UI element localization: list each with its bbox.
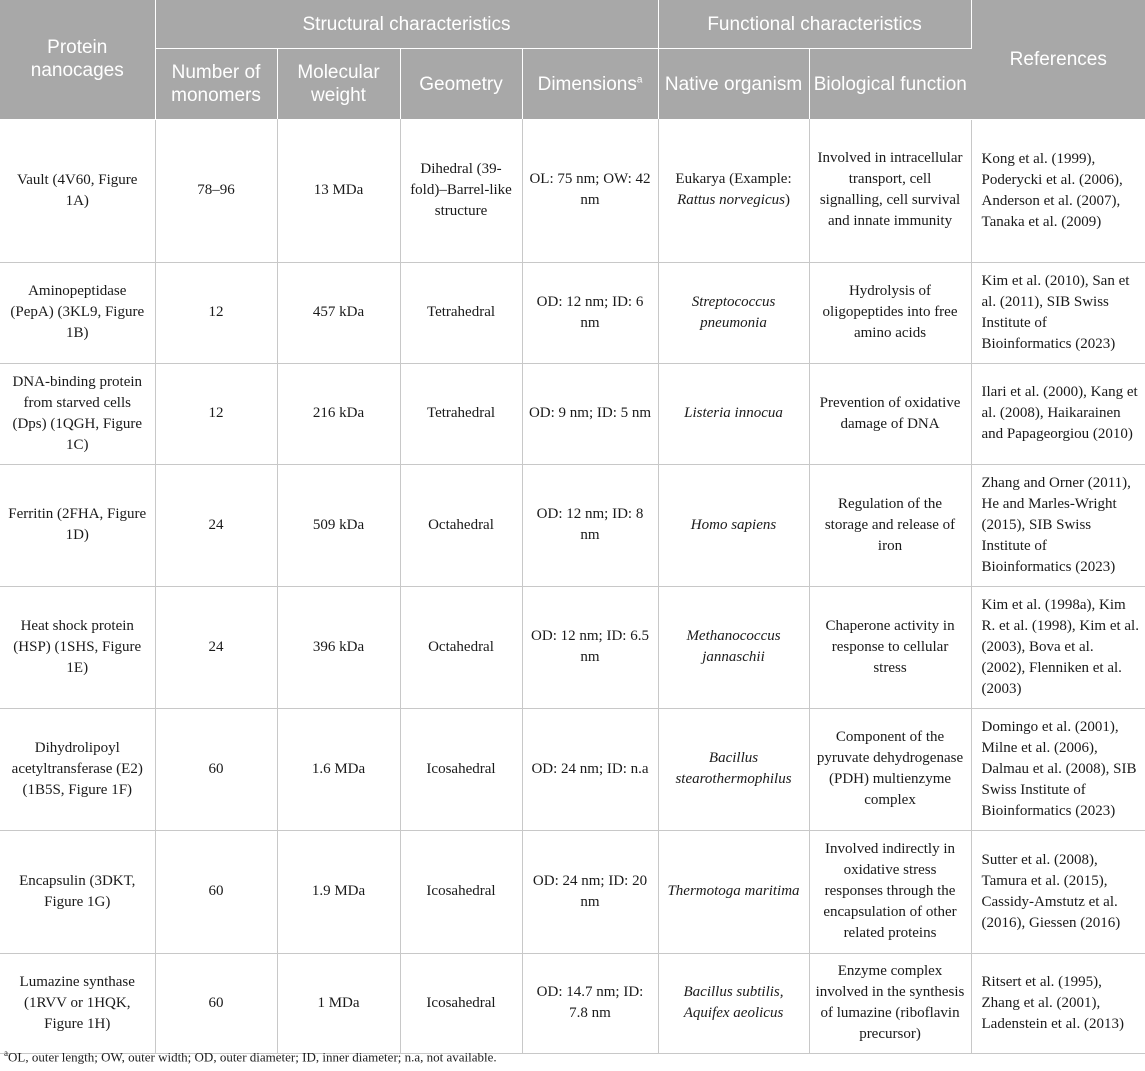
cell-nanocage: Encapsulin (3DKT, Figure 1G) — [0, 830, 155, 953]
table-row — [0, 953, 1145, 1053]
cell-references: Kim et al. (2010), San et al. (2011), SIB Swiss Institute of Bioinformatics (2023) — [971, 262, 1145, 363]
cell-dimensions: OD: 24 nm; ID: 20 nm — [522, 830, 658, 953]
organism-prefix: Eukarya (Example: — [675, 171, 792, 188]
organism-suffix: ) — [784, 192, 790, 209]
cell-dimensions: OD: 12 nm; ID: 8 nm — [522, 464, 658, 586]
cell-monomers: 78–96 — [155, 119, 277, 262]
cell-dimensions: OD: 24 nm; ID: n.a — [522, 708, 658, 830]
cell-monomers: 60 — [155, 953, 277, 1053]
cell-nanocage: Vault (4V60, Figure 1A) — [0, 119, 155, 262]
cell-dimensions: OD: 12 nm; ID: 6.5 nm — [522, 586, 658, 708]
cell-biological-function: Chaperone activity in response to cellular stress — [809, 586, 971, 708]
header-dimensions-footnote-marker: a — [636, 74, 643, 86]
cell-molecular-weight: 13 MDa — [277, 119, 400, 262]
cell-dimensions: OD: 14.7 nm; ID: 7.8 nm — [522, 953, 658, 1053]
cell-native-organism: Bacillus subtilis, Aquifex aeolicus — [658, 953, 809, 1053]
cell-biological-function: Involved indirectly in oxidative stress responses through the encapsulation of other related proteins — [809, 830, 971, 953]
cell-molecular-weight: 216 kDa — [277, 363, 400, 464]
cell-dimensions: OD: 12 nm; ID: 6 nm — [522, 262, 658, 363]
table-body — [0, 119, 1145, 1053]
table-row — [0, 830, 1145, 953]
table-row — [0, 464, 1145, 586]
cell-molecular-weight: 1.6 MDa — [277, 708, 400, 830]
cell-references: Kim et al. (1998a), Kim R. et al. (1998), Kim et al. (2003), Bova et al. (2002), Flenniken et al. (2003) — [971, 586, 1145, 708]
header-native-organism: Native organism — [658, 49, 809, 120]
cell-nanocage: Dihydrolipoyl acetyltransferase (E2) (1B5S, Figure 1F) — [0, 708, 155, 830]
header-protein-nanocages: Protein nanocages — [0, 0, 155, 119]
cell-native-organism: Thermotoga maritima — [658, 830, 809, 953]
table-row — [0, 119, 1145, 262]
cell-nanocage: Ferritin (2FHA, Figure 1D) — [0, 464, 155, 586]
cell-biological-function: Prevention of oxidative damage of DNA — [809, 363, 971, 464]
cell-biological-function: Component of the pyruvate dehydrogenase (PDH) multienzyme complex — [809, 708, 971, 830]
organism-name: Rattus norvegicus — [677, 192, 785, 209]
cell-geometry: Icosahedral — [400, 708, 522, 830]
cell-dimensions: OL: 75 nm; OW: 42 nm — [522, 119, 658, 262]
cell-native-organism: Listeria innocua — [658, 363, 809, 464]
cell-biological-function: Regulation of the storage and release of iron — [809, 464, 971, 586]
cell-references: Domingo et al. (2001), Milne et al. (2006), Dalmau et al. (2008), SIB Swiss Institute of Bioinformatics (2023) — [971, 708, 1145, 830]
cell-monomers: 24 — [155, 464, 277, 586]
cell-monomers: 24 — [155, 586, 277, 708]
header-dimensions-label: Dimensions — [537, 73, 637, 95]
cell-monomers: 12 — [155, 262, 277, 363]
cell-references: Sutter et al. (2008), Tamura et al. (2015), Cassidy-Amstutz et al. (2016), Giessen (2016) — [971, 830, 1145, 953]
cell-native-organism: Methanococcus jannaschii — [658, 586, 809, 708]
cell-references: Kong et al. (1999), Poderycki et al. (2006), Anderson et al. (2007), Tanaka et al. (2009) — [971, 119, 1145, 262]
cell-native-organism: Streptococcus pneumonia — [658, 262, 809, 363]
cell-geometry: Octahedral — [400, 586, 522, 708]
cell-nanocage: Aminopeptidase (PepA) (3KL9, Figure 1B) — [0, 262, 155, 363]
footnote-marker: a — [4, 1048, 8, 1058]
header-functional-characteristics: Functional characteristics — [658, 0, 971, 49]
cell-biological-function: Enzyme complex involved in the synthesis of lumazine (riboflavin precursor) — [809, 953, 971, 1053]
cell-molecular-weight: 396 kDa — [277, 586, 400, 708]
table-header — [0, 0, 1145, 119]
cell-native-organism: Homo sapiens — [658, 464, 809, 586]
table-row — [0, 586, 1145, 708]
header-molecular-weight: Molecular weight — [277, 49, 400, 120]
header-number-of-monomers: Number of monomers — [155, 49, 277, 120]
cell-nanocage: DNA-binding protein from starved cells (Dps) (1QGH, Figure 1C) — [0, 363, 155, 464]
cell-geometry: Dihedral (39-fold)–Barrel-like structure — [400, 119, 522, 262]
cell-dimensions: OD: 9 nm; ID: 5 nm — [522, 363, 658, 464]
cell-monomers: 60 — [155, 830, 277, 953]
cell-references: Ilari et al. (2000), Kang et al. (2008), Haikarainen and Papageorgiou (2010) — [971, 363, 1145, 464]
table-row — [0, 708, 1145, 830]
table-footnote — [4, 1048, 497, 1065]
cell-molecular-weight: 1.9 MDa — [277, 830, 400, 953]
cell-geometry: Tetrahedral — [400, 262, 522, 363]
cell-geometry: Icosahedral — [400, 953, 522, 1053]
cell-molecular-weight: 1 MDa — [277, 953, 400, 1053]
cell-geometry: Octahedral — [400, 464, 522, 586]
cell-nanocage: Lumazine synthase (1RVV or 1HQK, Figure 1H) — [0, 953, 155, 1053]
cell-monomers: 60 — [155, 708, 277, 830]
table-row — [0, 363, 1145, 464]
cell-geometry: Tetrahedral — [400, 363, 522, 464]
cell-biological-function: Involved in intracellular transport, cell signalling, cell survival and innate immunity — [809, 119, 971, 262]
cell-monomers: 12 — [155, 363, 277, 464]
cell-molecular-weight: 509 kDa — [277, 464, 400, 586]
header-structural-characteristics: Structural characteristics — [155, 0, 658, 49]
cell-references: Ritsert et al. (1995), Zhang et al. (2001), Ladenstein et al. (2013) — [971, 953, 1145, 1053]
cell-molecular-weight: 457 kDa — [277, 262, 400, 363]
header-biological-function: Biological function — [809, 49, 971, 120]
cell-native-organism — [658, 119, 809, 262]
cell-biological-function: Hydrolysis of oligopeptides into free amino acids — [809, 262, 971, 363]
table-row — [0, 262, 1145, 363]
cell-nanocage: Heat shock protein (HSP) (1SHS, Figure 1E) — [0, 586, 155, 708]
footnote-text: OL, outer length; OW, outer width; OD, outer diameter; ID, inner diameter; n.a, not available. — [8, 1049, 497, 1065]
cell-geometry: Icosahedral — [400, 830, 522, 953]
cell-native-organism: Bacillus stearothermophilus — [658, 708, 809, 830]
header-dimensions — [522, 49, 658, 120]
header-geometry: Geometry — [400, 49, 522, 120]
cell-references: Zhang and Orner (2011), He and Marles-Wright (2015), SIB Swiss Institute of Bioinformatics (2023) — [971, 464, 1145, 586]
header-references: References — [971, 0, 1145, 119]
